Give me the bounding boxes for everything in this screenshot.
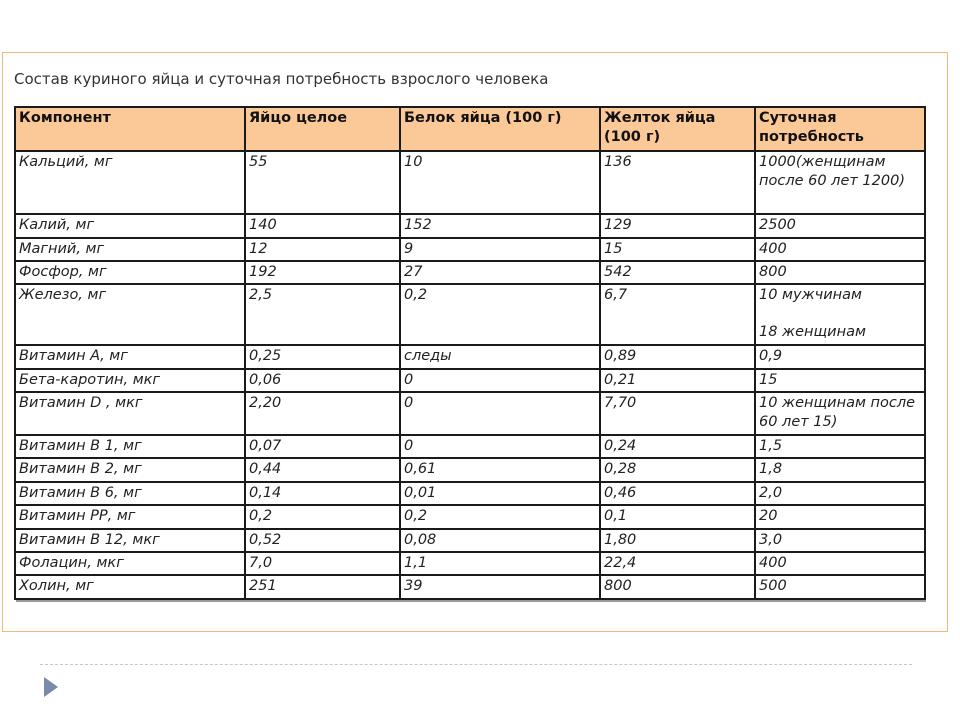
cell-component: Фосфор, мг [15,261,245,284]
cell-daily-need: 2500 [755,214,925,237]
cell-component: Витамин В 6, мг [15,482,245,505]
header-cell-daily-need: Суточная потребность [755,107,925,151]
cell-component: Бета-каротин, мкг [15,369,245,392]
table-row [15,435,925,458]
cell-daily-need: 1000(женщинам после 60 лет 1200) [755,151,925,214]
cell-egg-white: 0,2 [400,284,600,345]
cell-daily-need: 3,0 [755,529,925,552]
cell-egg-yolk: 15 [600,238,755,261]
table-caption: Состав куриного яйца и суточная потребность взрослого человека [14,70,549,88]
cell-component: Фолацин, мкг [15,552,245,575]
cell-component: Холин, мг [15,575,245,599]
table-row [15,369,925,392]
cell-egg-white: 1,1 [400,552,600,575]
cell-component: Кальций, мг [15,151,245,214]
cell-egg-white: 0 [400,392,600,435]
cell-egg-yolk: 0,89 [600,345,755,368]
cell-component: Витамин РР, мг [15,505,245,528]
table-row [15,151,925,214]
cell-egg-yolk: 0,28 [600,458,755,481]
cell-egg-white: 0,08 [400,529,600,552]
cell-egg-white: 0 [400,435,600,458]
cell-component: Витамин А, мг [15,345,245,368]
cell-egg-white: 152 [400,214,600,237]
table-row [15,238,925,261]
cell-egg-white: 27 [400,261,600,284]
cell-component: Витамин В 1, мг [15,435,245,458]
cell-daily-need: 0,9 [755,345,925,368]
table-row [15,392,925,435]
table-row [15,575,925,599]
cell-component: Витамин В 2, мг [15,458,245,481]
cell-whole-egg: 2,20 [245,392,400,435]
cell-component: Железо, мг [15,284,245,345]
table-row [15,345,925,368]
cell-egg-yolk: 800 [600,575,755,599]
cell-egg-yolk: 0,21 [600,369,755,392]
cell-whole-egg: 55 [245,151,400,214]
cell-egg-yolk: 6,7 [600,284,755,345]
cell-whole-egg: 0,25 [245,345,400,368]
table-row [15,552,925,575]
cell-daily-need: 2,0 [755,482,925,505]
cell-daily-need: 1,5 [755,435,925,458]
triangle-arrow-icon [44,677,58,697]
cell-whole-egg: 192 [245,261,400,284]
cell-component: Магний, мг [15,238,245,261]
table-body [15,151,925,599]
cell-whole-egg: 2,5 [245,284,400,345]
cell-egg-yolk: 22,4 [600,552,755,575]
cell-egg-white: следы [400,345,600,368]
cell-whole-egg: 7,0 [245,552,400,575]
divider-line [40,664,912,665]
table-row [15,261,925,284]
cell-daily-need: 1,8 [755,458,925,481]
cell-daily-need: 20 [755,505,925,528]
cell-egg-yolk: 129 [600,214,755,237]
cell-egg-white: 0,01 [400,482,600,505]
cell-daily-need: 15 [755,369,925,392]
table-row [15,482,925,505]
cell-daily-need: 10 мужчинам 18 женщинам [755,284,925,345]
cell-egg-white: 0,61 [400,458,600,481]
cell-egg-yolk: 136 [600,151,755,214]
header-cell-egg-yolk: Желток яйца (100 г) [600,107,755,151]
cell-egg-yolk: 542 [600,261,755,284]
cell-whole-egg: 0,06 [245,369,400,392]
cell-whole-egg: 0,2 [245,505,400,528]
table-row [15,214,925,237]
cell-egg-yolk: 0,46 [600,482,755,505]
cell-egg-yolk: 0,24 [600,435,755,458]
cell-whole-egg: 140 [245,214,400,237]
table-header-row [15,107,925,151]
cell-whole-egg: 251 [245,575,400,599]
table-row [15,505,925,528]
cell-whole-egg: 0,07 [245,435,400,458]
nutrition-table [14,106,926,600]
cell-whole-egg: 0,44 [245,458,400,481]
cell-daily-need: 800 [755,261,925,284]
table-row [15,458,925,481]
cell-whole-egg: 0,52 [245,529,400,552]
cell-egg-white: 9 [400,238,600,261]
cell-egg-white: 39 [400,575,600,599]
cell-egg-white: 10 [400,151,600,214]
cell-daily-need: 500 [755,575,925,599]
cell-component: Витамин В 12, мкг [15,529,245,552]
header-cell-egg-white: Белок яйца (100 г) [400,107,600,151]
header-cell-component: Компонент [15,107,245,151]
table-row [15,284,925,345]
cell-whole-egg: 12 [245,238,400,261]
cell-egg-yolk: 1,80 [600,529,755,552]
cell-egg-white: 0,2 [400,505,600,528]
cell-daily-need: 400 [755,552,925,575]
cell-component: Калий, мг [15,214,245,237]
cell-component: Витамин D , мкг [15,392,245,435]
cell-egg-yolk: 7,70 [600,392,755,435]
header-cell-whole-egg: Яйцо целое [245,107,400,151]
cell-egg-yolk: 0,1 [600,505,755,528]
cell-egg-white: 0 [400,369,600,392]
cell-daily-need: 10 женщинам после 60 лет 15) [755,392,925,435]
table-container [14,106,924,600]
table-row [15,529,925,552]
cell-whole-egg: 0,14 [245,482,400,505]
cell-daily-need: 400 [755,238,925,261]
